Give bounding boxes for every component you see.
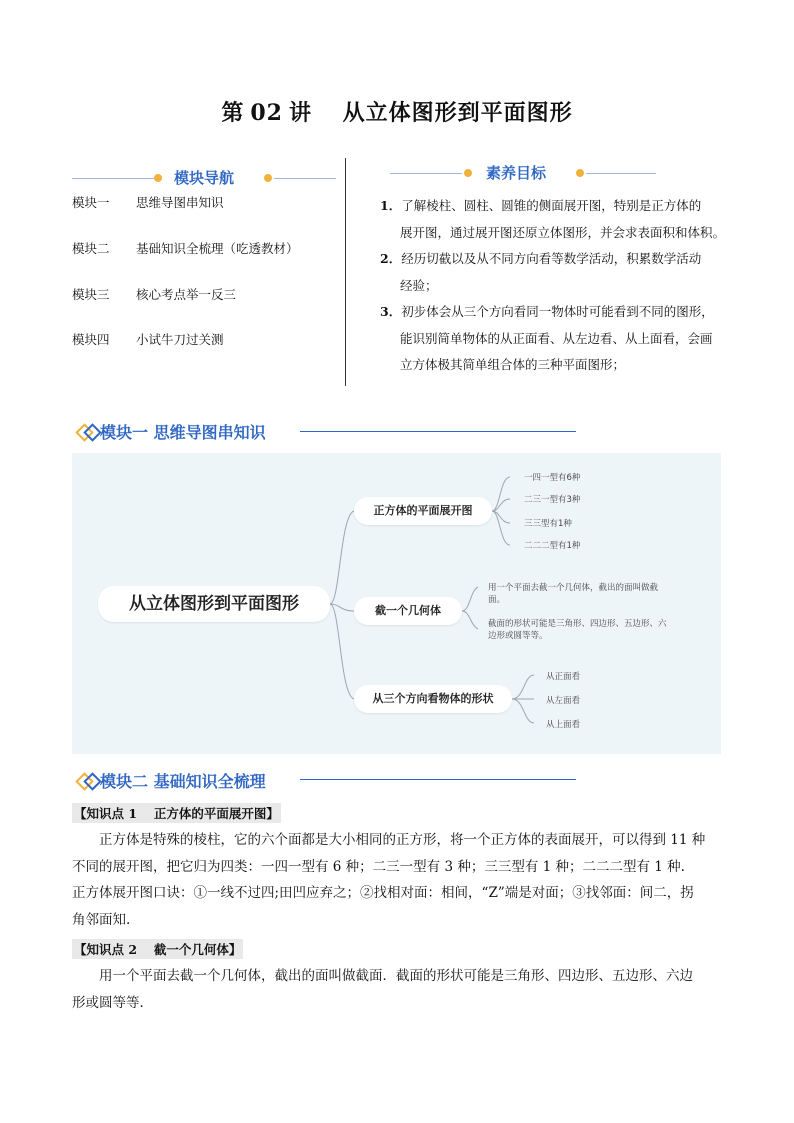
nav-item-module-3[interactable]: 模块三 核心考点举一反三 bbox=[72, 287, 237, 302]
mindmap-branch-net: 正方体的平面展开图 bbox=[354, 497, 492, 525]
module1-rule bbox=[300, 431, 576, 432]
goal-line: 经验； bbox=[400, 277, 438, 293]
goal-line: 1．了解棱柱、圆柱、圆锥的侧面展开图，特别是正方体的 bbox=[380, 198, 702, 213]
mindmap-leaf: 从正面看 bbox=[546, 672, 581, 682]
knowledge-point-2-tag: 【知识点 2 截一个几何体】 bbox=[72, 939, 243, 959]
mindmap-leaf: 一四一型有6种 bbox=[524, 473, 581, 483]
nav-item-module-2[interactable]: 模块二 基础知识全梳理（吃透教材） bbox=[72, 241, 299, 256]
goals-heading: 素养目标 bbox=[486, 164, 547, 182]
goals-heading-dot-right bbox=[576, 169, 584, 177]
goals-heading-dot-left bbox=[464, 169, 472, 177]
goal-line: 3．初步体会从三个方向看同一物体时可能看到不同的图形， bbox=[380, 304, 714, 319]
goals-heading-rule-right bbox=[586, 173, 656, 174]
knowledge-point-2-body: 用一个平面去截一个几何体，截出的面叫做截面．截面的形状可能是三角形、四边形、五边形、六边 形或圆等等． bbox=[72, 968, 693, 1011]
nav-heading-rule-right bbox=[274, 178, 336, 179]
nav-item-module-4[interactable]: 模块四 小试牛刀过关测 bbox=[72, 332, 224, 347]
mindmap-note: 截面的形状可能是三角形、四边形、五边形、六 边形或圆等等。 bbox=[488, 619, 667, 641]
goal-line: 能识别简单物体的从正面看、从左边看、从上面看，会画 bbox=[400, 330, 713, 346]
mindmap-note: 用一个平面去截一个几何体，截出的面叫做截 面。 bbox=[488, 583, 659, 605]
page-title: 第 02 讲 从立体图形到平面图形 bbox=[221, 100, 573, 126]
nav-heading-dot-right bbox=[264, 174, 272, 182]
nav-heading-rule-left bbox=[72, 178, 156, 179]
nav-item-module-1[interactable]: 模块一 思维导图串知识 bbox=[72, 195, 224, 210]
mindmap-panel bbox=[72, 453, 721, 754]
mindmap-leaf: 从上面看 bbox=[546, 720, 581, 730]
goal-line: 展开图，通过展开图还原立体图形，并会求表面积和体积。 bbox=[400, 224, 726, 240]
goals-heading-rule-left bbox=[390, 173, 462, 174]
module1-title: 模块一 思维导图串知识 bbox=[100, 423, 266, 442]
nav-heading-dot-left bbox=[154, 174, 162, 182]
knowledge-point-1-tag: 【知识点 1 正方体的平面展开图】 bbox=[72, 803, 281, 823]
mindmap-branch-section: 截一个几何体 bbox=[354, 597, 462, 625]
goals-list bbox=[380, 193, 760, 379]
mindmap-root: 从立体图形到平面图形 bbox=[98, 586, 330, 622]
mindmap-leaf: 二二二型有1种 bbox=[524, 541, 581, 551]
column-divider bbox=[345, 158, 346, 386]
module2-title: 模块二 基础知识全梳理 bbox=[100, 772, 266, 791]
mindmap-leaf: 二三一型有3种 bbox=[524, 495, 581, 505]
goal-line: 立方体极其简单组合体的三种平面图形； bbox=[400, 357, 626, 372]
mindmap-leaf: 三三型有1种 bbox=[524, 519, 572, 529]
mindmap-branch-views: 从三个方向看物体的形状 bbox=[354, 685, 512, 713]
mindmap-leaf: 从左面看 bbox=[546, 696, 581, 706]
module2-rule bbox=[300, 779, 576, 780]
nav-heading: 模块导航 bbox=[174, 169, 235, 187]
knowledge-point-1-body: 正方体是特殊的棱柱，它的六个面都是大小相同的正方形，将一个正方体的表面展开，可以得到 11 种 不同的展开图，把它归为四类：一四一型有 6 种；二三一型有 3 种；三三型有 1 种；二二二型有 1 种. 正方体展开图口诀：①一线不过四;田凹应弃之；②找相对面：相间，“Z”端是对面；③找邻面：间二，拐 角邻面知. bbox=[72, 832, 706, 928]
goal-line: 2．经历切截以及从不同方向看等数学活动，积累数学活动 bbox=[380, 251, 702, 266]
